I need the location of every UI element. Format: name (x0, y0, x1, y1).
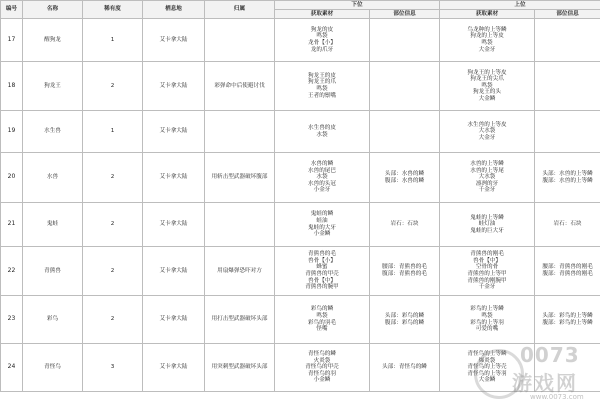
list-item: 水兽的上等鳞 (470, 161, 504, 168)
list-item: 凛冽的牙 (475, 180, 499, 187)
list-item: 青怪鸟的上等羽 (467, 370, 507, 377)
cell-low-materials (275, 296, 370, 344)
cell-high-parts (535, 203, 600, 247)
cell-rarity: 2 (83, 62, 143, 111)
cell-low-parts (370, 203, 440, 247)
cell-high-parts (535, 111, 600, 153)
list-item: 头部：青怪鸟的鳞 (382, 364, 427, 371)
list-item: 青熊兽的刚腕甲 (467, 277, 507, 284)
cell-high-parts (535, 19, 600, 62)
cell-name: 狗龙王 (23, 62, 83, 111)
cell-high-materials (440, 247, 535, 296)
list-item: 大金鳞 (478, 95, 496, 102)
cell-habitat: 艾卡拿大陆 (143, 62, 205, 111)
list-item: 小金鳞 (313, 231, 331, 238)
list-item: 腹部：青熊兽的毛 (382, 271, 427, 277)
list-item: 小金牙 (313, 187, 331, 194)
list-item: 蛙油 (316, 217, 328, 224)
cell-name: 青熊兽 (23, 247, 83, 296)
list-item: 狗龙王的头 (473, 89, 501, 96)
list-item: 鸣袋 (481, 40, 493, 46)
list-item: 水生兽的皮 (308, 124, 336, 131)
list-item: 狗龙王的皮 (308, 72, 336, 79)
header-low-materials: 获取素材 (275, 10, 370, 19)
list-item: 鬼蛙的巨大牙 (470, 227, 504, 234)
list-item: 鸣袋 (316, 33, 328, 40)
list-item: 水兽的鳞 (310, 161, 334, 168)
cell-habitat: 艾卡拿大陆 (143, 296, 205, 344)
list-item: 千金牙 (478, 187, 496, 194)
cell-high-materials (440, 344, 535, 392)
list-item: 蜂蜜 (316, 264, 328, 271)
list-item: 青熊兽的毛 (308, 251, 336, 258)
list-item: 青怪鸟的鳞 (308, 351, 336, 358)
cell-habitat: 艾卡拿大陆 (143, 203, 205, 247)
list-item: 龙的爪牙 (310, 46, 334, 53)
list-item: 水生兽的上等皮 (467, 121, 507, 128)
list-item: 头部：水兽的鳞 (384, 170, 425, 177)
cell-high-materials (440, 111, 535, 153)
list-item: 青熊兽的腕甲 (305, 284, 339, 291)
cell-weakness: 用斩击型武器破坏腹部 (205, 153, 275, 203)
list-item: 青怪鸟的上等壳 (467, 364, 507, 371)
header-high-materials: 获取素材 (440, 10, 535, 19)
list-item: 腰部：青熊兽的刚毛 (542, 264, 593, 271)
list-item: 狗龙王的上等皮 (467, 69, 507, 76)
table-row (1, 111, 600, 153)
list-item: 火炎袋 (313, 357, 331, 364)
list-item: 兽骨【中】 (308, 277, 336, 284)
cell-low-parts (370, 344, 440, 392)
header-habitat: 栖息地 (143, 1, 205, 19)
list-item: 狗龙王的爪 (308, 79, 336, 86)
list-item: 大水袋 (478, 174, 496, 181)
cell-id: 24 (1, 344, 23, 392)
list-item: 可爱的嘴 (475, 326, 499, 333)
table-row (1, 296, 600, 344)
cell-name: 彩鸟 (23, 296, 83, 344)
list-item: 小金鳞 (313, 377, 331, 384)
list-item: 千金牙 (478, 284, 496, 291)
list-item: 青熊兽的甲壳 (305, 271, 339, 277)
list-item: 水袋 (316, 174, 328, 181)
list-item: 鬼蛙的大牙 (308, 224, 336, 231)
cell-id: 23 (1, 296, 23, 344)
header-id: 编号 (1, 1, 23, 19)
cell-weakness: 彩弹命中后使避讨伐 (205, 62, 275, 111)
cell-low-parts (370, 296, 440, 344)
list-item: 腰部：青熊兽的毛 (382, 264, 427, 271)
list-item: 狗龙王的尖爪 (470, 76, 504, 83)
list-item: 空骨的骨 (475, 264, 499, 271)
list-item: 鸣袋 (481, 312, 493, 319)
cell-low-parts (370, 62, 440, 111)
cell-high-parts (535, 153, 600, 203)
list-item: 鸣袋 (316, 312, 328, 319)
table-row (1, 247, 600, 296)
list-item: 头部：彩鸟的上等鳞 (542, 312, 593, 319)
cell-name: 水生兽 (23, 111, 83, 153)
list-item: 岩石：石块 (553, 221, 582, 228)
cell-high-materials (440, 62, 535, 111)
list-item: 彩鸟的上等羽 (470, 319, 504, 326)
cell-habitat: 艾卡拿大陆 (143, 19, 205, 62)
list-item: 青怪鸟的甲壳 (305, 364, 339, 371)
cell-weakness: 用打击型武器破坏头部 (205, 296, 275, 344)
list-item: 青熊兽的上等甲 (467, 271, 507, 277)
cell-low-materials (275, 153, 370, 203)
list-item: 头部：水兽的上等鳞 (542, 170, 593, 177)
cell-rarity: 2 (83, 296, 143, 344)
cell-rarity: 2 (83, 203, 143, 247)
cell-name: 青怪鸟 (23, 344, 83, 392)
list-item: 鬼蛙的上等鳞 (470, 214, 504, 221)
list-item: 腹部：彩鸟的上等鳞 (542, 319, 593, 326)
cell-low-parts (370, 111, 440, 153)
cell-rarity: 2 (83, 153, 143, 203)
cell-habitat: 艾卡拿大陆 (143, 344, 205, 392)
cell-high-materials (440, 203, 535, 247)
list-item: 水袋 (316, 131, 328, 138)
cell-rarity: 1 (83, 111, 143, 153)
list-item: 水兽的头冠 (308, 180, 336, 187)
cell-low-parts (370, 153, 440, 203)
list-item: 大水袋 (478, 128, 496, 135)
cell-rarity: 2 (83, 247, 143, 296)
cell-id: 19 (1, 111, 23, 153)
cell-low-materials (275, 247, 370, 296)
cell-weakness (205, 19, 275, 62)
list-item: 王者的鬃嘴 (308, 92, 336, 99)
cell-habitat: 艾卡拿大陆 (143, 153, 205, 203)
list-item: 鸣袋 (481, 82, 493, 89)
cell-low-materials (275, 62, 370, 111)
table-row (1, 62, 600, 111)
cell-high-parts (535, 62, 600, 111)
cell-low-parts (370, 19, 440, 62)
cell-high-materials (440, 19, 535, 62)
cell-id: 21 (1, 203, 23, 247)
cell-low-materials (275, 19, 370, 62)
list-item: 腹部：青熊兽的刚毛 (542, 271, 593, 277)
cell-weakness (205, 203, 275, 247)
header-low-parts: 部位信息 (370, 10, 440, 19)
table-row (1, 19, 600, 62)
header-high-rank: 上位 (440, 1, 600, 10)
cell-habitat: 艾卡拿大陆 (143, 111, 205, 153)
cell-id: 22 (1, 247, 23, 296)
watermark-text: 游戏网 (512, 371, 578, 395)
list-item: 大金牙 (478, 134, 496, 141)
cell-weakness (205, 111, 275, 153)
header-low-rank: 下位 (275, 1, 440, 10)
list-item: 兽骨【小】 (308, 257, 336, 264)
list-item: 狗龙的上等皮 (470, 33, 504, 40)
list-item: 青怪鸟的羽 (308, 370, 336, 377)
cell-high-parts (535, 296, 600, 344)
list-item: 水兽的尾巴 (308, 167, 336, 174)
list-item: 彩鸟的鳞 (310, 306, 334, 313)
list-item: 腹部：彩鸟的鳞 (384, 319, 425, 326)
cell-name: 醒狗龙 (23, 19, 83, 62)
cell-id: 17 (1, 19, 23, 62)
cell-low-parts (370, 247, 440, 296)
table-row (1, 344, 600, 392)
list-item: 腹部：水兽的上等鳞 (542, 177, 593, 184)
cell-low-materials (275, 203, 370, 247)
header-high-parts: 部位信息 (535, 10, 600, 19)
cell-rarity: 1 (83, 19, 143, 62)
cell-high-parts (535, 344, 600, 392)
cell-habitat: 艾卡拿大陆 (143, 247, 205, 296)
cell-high-materials (440, 153, 535, 203)
list-item: 水兽的上等尾 (470, 167, 504, 174)
list-item: 大金牙 (478, 46, 496, 53)
watermark-digits: 0073 (520, 343, 580, 367)
cell-id: 18 (1, 62, 23, 111)
list-item: 兽骨【中】 (473, 257, 501, 264)
list-item: 青熊兽的刚毛 (470, 251, 504, 258)
list-item: 彩鸟的上等鳞 (470, 306, 504, 313)
list-item: 鬼蛙的鳞 (310, 211, 334, 218)
table-row (1, 153, 600, 203)
cell-low-materials (275, 344, 370, 392)
cell-high-parts (535, 247, 600, 296)
list-item: 大金鳞 (478, 377, 496, 384)
list-item: 蛙灯油 (478, 221, 496, 228)
header-weakness: 归属 (205, 1, 275, 19)
list-item: 彩鸟的羽毛 (308, 319, 336, 326)
cell-low-materials (275, 111, 370, 153)
list-item: 狗龙的皮 (310, 26, 334, 33)
cell-name: 鬼蛙 (23, 203, 83, 247)
header-rarity: 稀有度 (83, 1, 143, 19)
table-row (1, 203, 600, 247)
list-item: 鸣袋 (316, 86, 328, 92)
cell-name: 水兽 (23, 153, 83, 203)
list-item: 爆炎袋 (478, 357, 496, 364)
header-name: 名称 (23, 1, 83, 19)
list-item: 岩石：石块 (390, 221, 419, 228)
list-item: 鸟龙种的上等鳞 (467, 26, 507, 33)
cell-weakness: 用突刺型武器破坏头部 (205, 344, 275, 392)
cell-id: 20 (1, 153, 23, 203)
cell-rarity: 3 (83, 344, 143, 392)
cell-weakness: 用扇爆弹恐吓对方 (205, 247, 275, 296)
list-item: 腹部：水兽的鳞 (384, 177, 425, 184)
list-item: 青怪鸟的上等鳞 (467, 351, 507, 358)
list-item: 怪嘴 (316, 326, 328, 333)
watermark-url: www.0073.com (530, 393, 584, 401)
cell-high-materials (440, 296, 535, 344)
list-item: 头部：彩鸟的鳞 (384, 312, 425, 319)
list-item: 龙骨【小】 (308, 40, 336, 46)
